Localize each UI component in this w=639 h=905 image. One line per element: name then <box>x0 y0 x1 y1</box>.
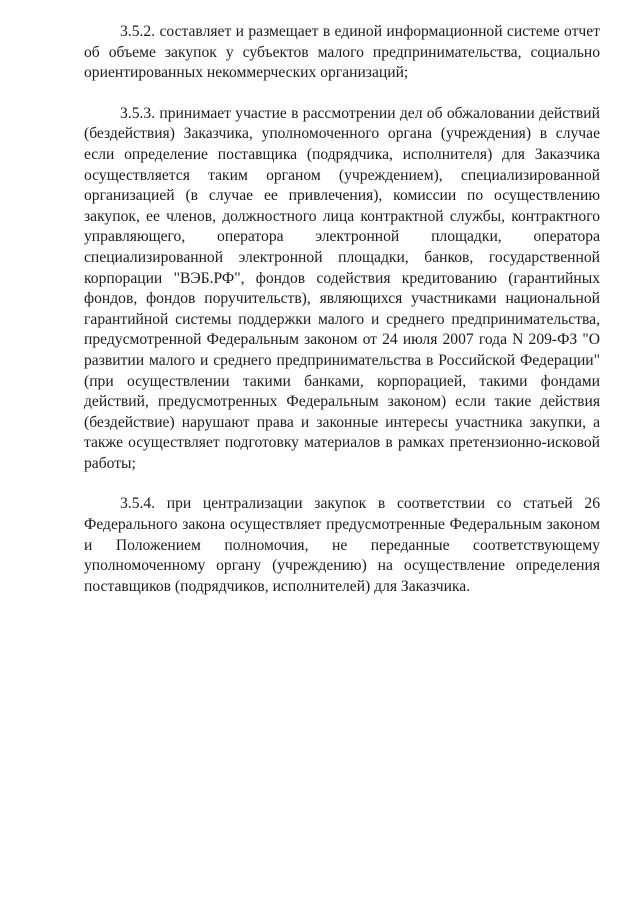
paragraph-text: составляет и размещает в единой информационной системе отчет об объеме закупок у субъектов малого предпринимательства, социально ориентированных некоммерческих организаций; <box>84 23 600 82</box>
paragraph-3-5-3 <box>84 104 600 475</box>
paragraph-3-5-2 <box>84 22 600 84</box>
paragraph-text: принимает участие в рассмотрении дел об обжаловании действий (бездействия) Заказчика, уполномоченного органа (учреждения) в случае если определение поставщика (подрядчика, исполнителя) для Заказчика осуществляется таким органом (учреждением), специализированной организацией (в случае ее привлечения), комиссии по осуществлению закупок, ее членов, должностного лица контрактной службы, контрактного управляющего, оператора электронной площадки, оператора специализированной электронной площадки, банков, государственной корпорации "ВЭБ.РФ", фондов содействия кредитованию (гарантийных фондов, фондов поручительств), являющихся участниками национальной гарантийной системы поддержки малого и среднего предпринимательства, предусмотренной Федеральным законом от 24 июля 2007 года N 209-ФЗ "О развитии малого и среднего предпринимательства в Российской Федерации" (при осуществлении такими банками, корпорацией, такими фондами действий, предусмотренных Федеральным законом) если такие действия (бездействие) нарушают права и законные интересы участника закупки, а также осуществляет подготовку материалов в рамках претензионно-исковой работы; <box>84 104 600 472</box>
paragraph-3-5-4 <box>84 494 600 597</box>
paragraph-number: 3.5.4. <box>120 495 156 513</box>
paragraph-number: 3.5.2. <box>120 23 156 40</box>
paragraph-text: при централизации закупок в соответствии со статьей 26 Федерального закона осуществляет предусмотренные Федеральным законом и Положением полномочия, не переданные соответствующему уполномоченному органу (учреждению) на осуществление определения поставщиков (подрядчиков, исполнителей) для Заказчика. <box>84 495 600 595</box>
document-page <box>84 22 600 617</box>
paragraph-number: 3.5.3. <box>120 104 156 122</box>
